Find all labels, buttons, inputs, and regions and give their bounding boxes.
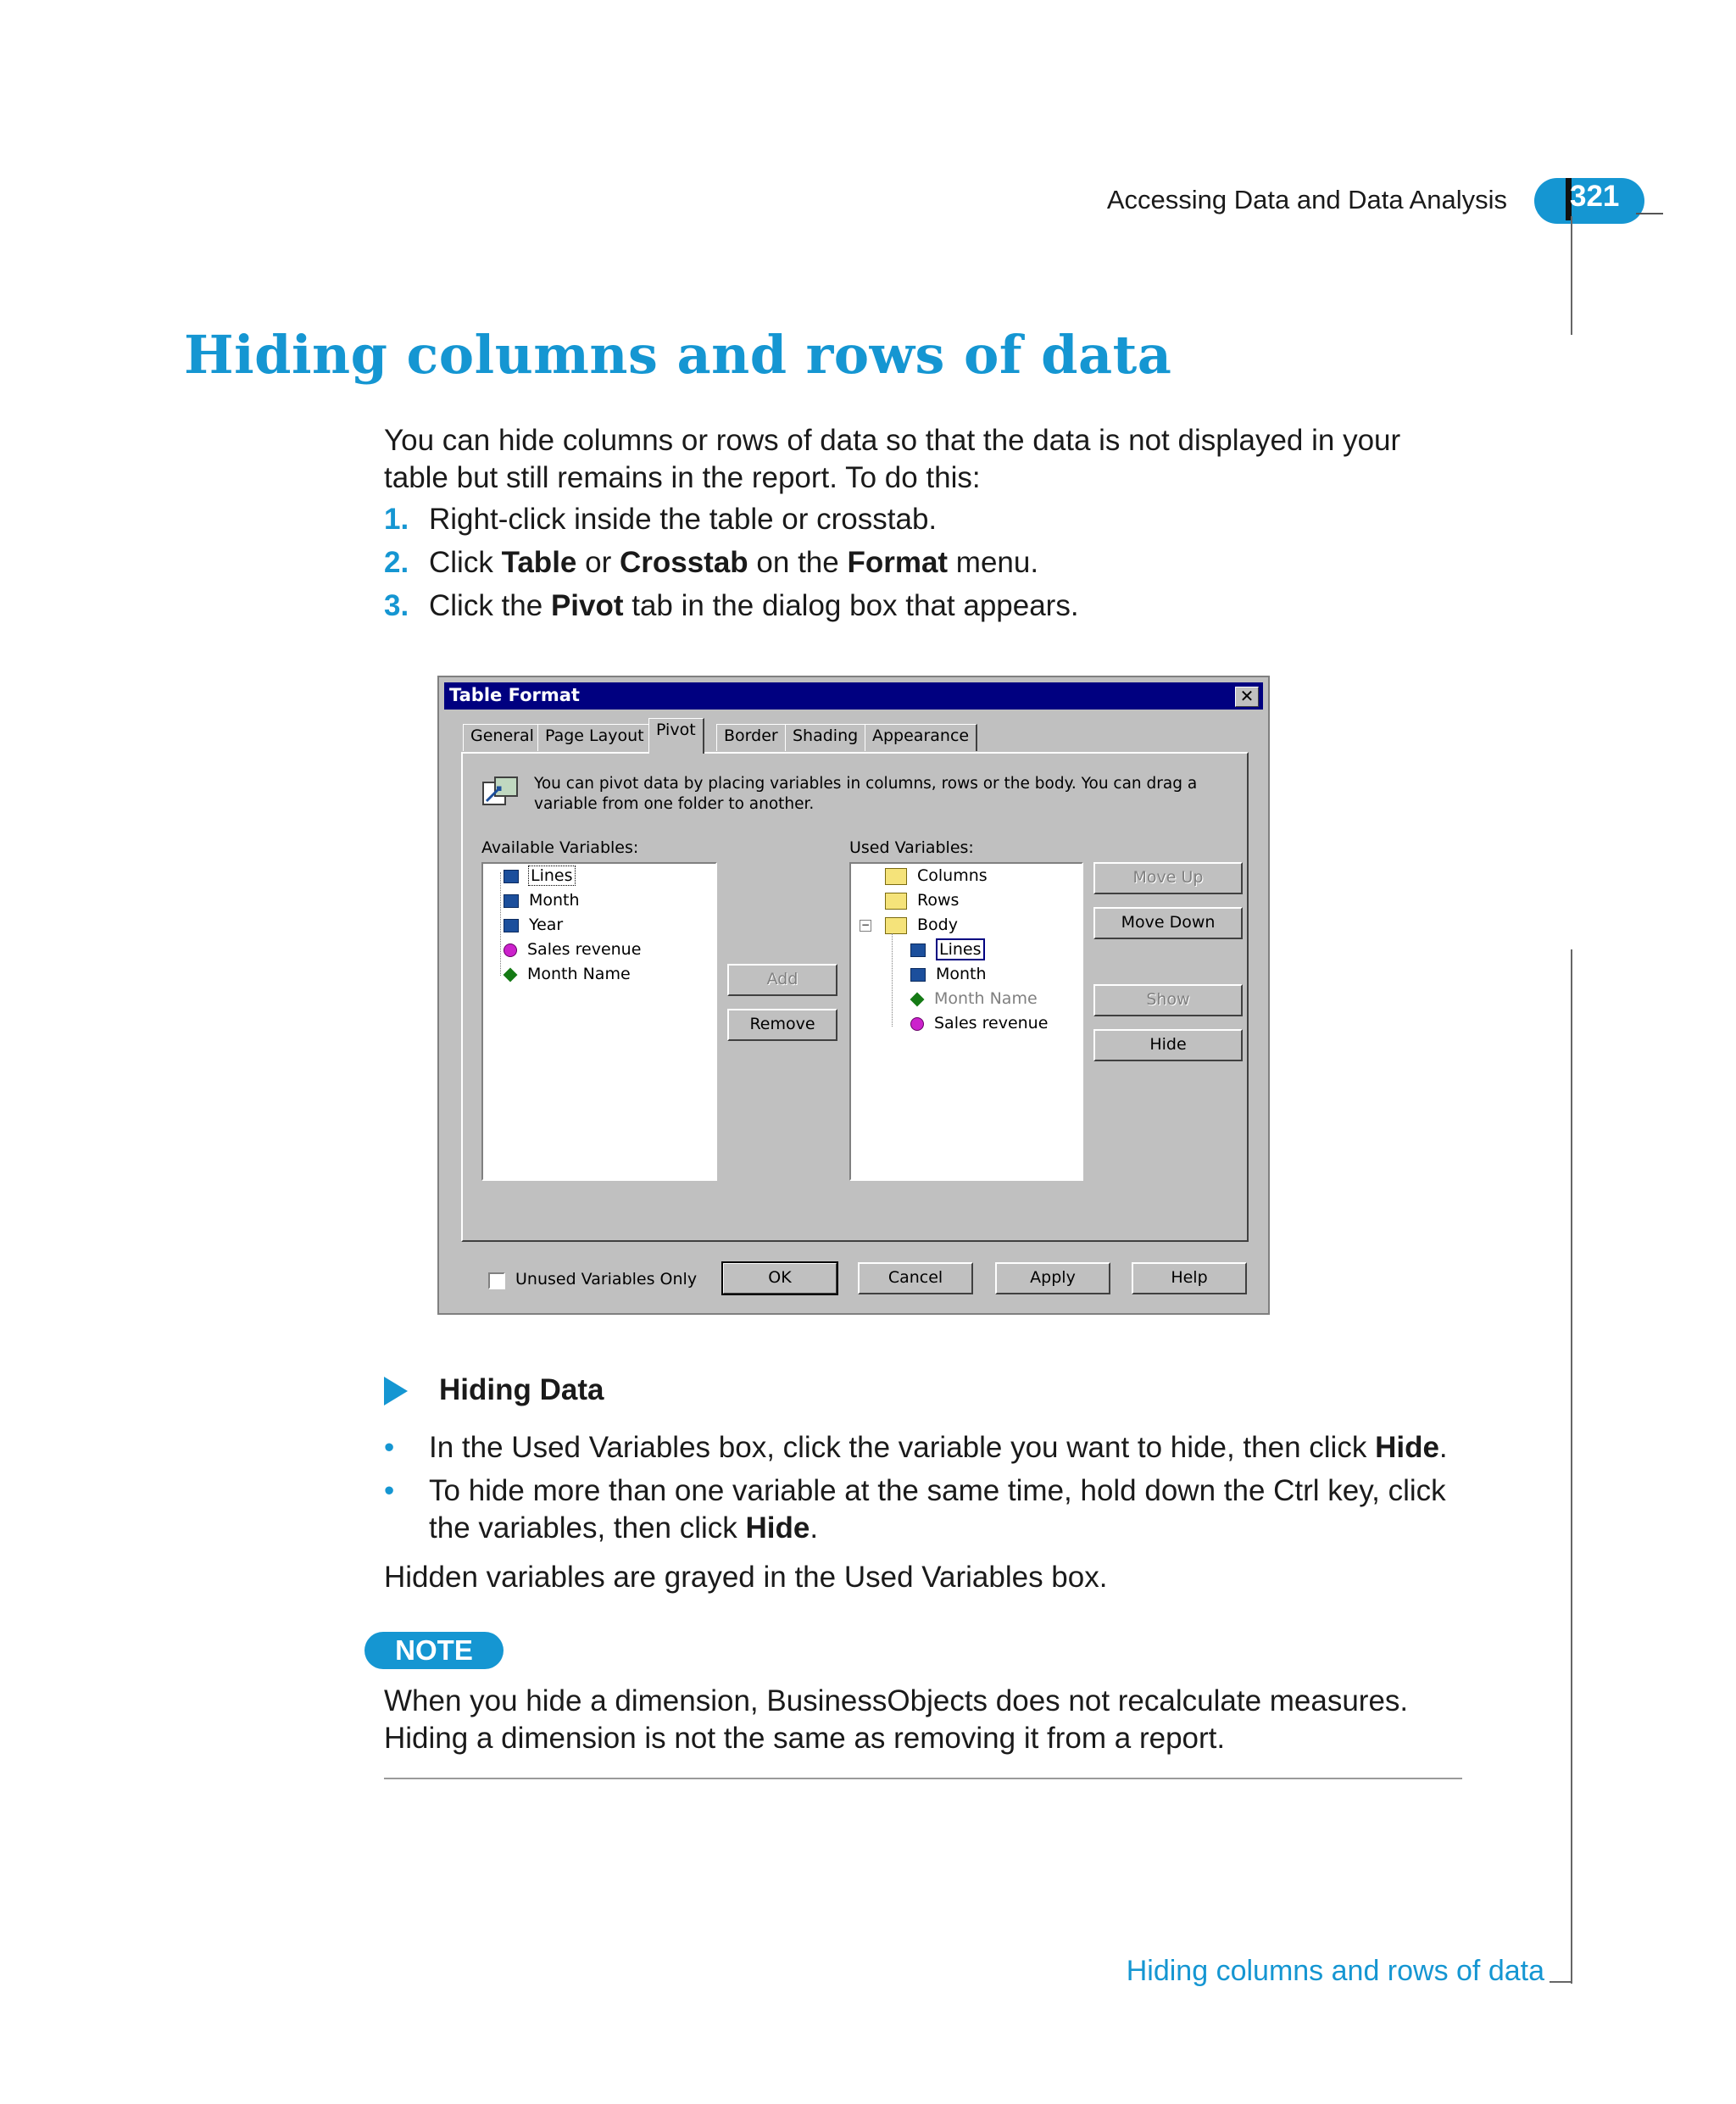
move-up-button[interactable]: Move Up xyxy=(1093,862,1243,894)
add-button[interactable]: Add xyxy=(727,964,837,996)
step-number: 3. xyxy=(384,589,409,622)
list-item[interactable] xyxy=(504,913,563,938)
tree-line xyxy=(892,933,894,1027)
used-variables-label: Used Variables: xyxy=(849,838,974,857)
available-variables-label: Available Variables: xyxy=(481,838,639,857)
section-title: Hiding columns and rows of data xyxy=(184,324,1172,386)
move-down-button[interactable]: Move Down xyxy=(1093,907,1243,939)
ui-term: Crosstab xyxy=(619,546,748,579)
step-text: menu. xyxy=(948,546,1039,579)
bullet-icon: • xyxy=(384,1474,395,1507)
bullet-icon: • xyxy=(384,1431,395,1464)
procedure-title: Hiding Data xyxy=(439,1373,604,1406)
folder-icon xyxy=(885,868,907,885)
step-text: or xyxy=(576,546,620,579)
tab-general[interactable]: General xyxy=(463,724,542,751)
running-footer: Hiding columns and rows of data xyxy=(1126,1955,1544,1987)
list-item-label: Year xyxy=(529,916,564,934)
step-text: on the xyxy=(748,546,848,579)
list-item-label: Month xyxy=(936,965,987,983)
used-variables-list[interactable] xyxy=(849,862,1083,1181)
folder-rows[interactable] xyxy=(885,888,959,913)
ui-term: Hide xyxy=(1375,1431,1439,1464)
folder-label: Rows xyxy=(917,891,960,910)
dimension-icon xyxy=(504,919,519,932)
open-folder-icon xyxy=(885,917,907,934)
available-variables-list[interactable] xyxy=(481,862,717,1181)
cancel-button[interactable]: Cancel xyxy=(858,1262,973,1294)
procedure-marker-icon xyxy=(384,1377,408,1405)
note-rule xyxy=(384,1778,1462,1779)
pivot-icon xyxy=(481,776,519,810)
dimension-icon xyxy=(910,943,926,957)
close-icon[interactable]: ✕ xyxy=(1235,687,1259,707)
ui-term: Hide xyxy=(745,1511,810,1545)
folder-columns[interactable] xyxy=(885,864,988,888)
dimension-icon xyxy=(504,894,519,908)
measure-icon xyxy=(910,1017,924,1031)
folder-body[interactable] xyxy=(885,913,958,938)
remove-button[interactable]: Remove xyxy=(727,1009,837,1041)
pivot-instructions: You can pivot data by placing variables in columns, rows or the body. You can drag a variable from one folder to another. xyxy=(534,775,1198,813)
detail-icon xyxy=(910,992,925,1006)
folder-label: Columns xyxy=(917,866,988,885)
page-number: 321 xyxy=(1570,180,1620,213)
bullet-item xyxy=(384,1429,1486,1467)
tree-line xyxy=(500,872,503,976)
dialog-titlebar[interactable] xyxy=(444,682,1263,710)
help-button[interactable]: Help xyxy=(1132,1262,1247,1294)
list-item-label: Lines xyxy=(531,866,573,885)
show-button[interactable]: Show xyxy=(1093,984,1243,1016)
step-text: tab in the dialog box that appears. xyxy=(623,589,1079,622)
detail-icon xyxy=(504,967,518,982)
tab-appearance[interactable]: Appearance xyxy=(865,724,977,751)
ui-term: Pivot xyxy=(550,589,624,622)
bullet-text: . xyxy=(810,1511,819,1545)
bullet-text: . xyxy=(1438,1431,1448,1464)
list-item[interactable] xyxy=(910,1011,1048,1036)
step-number: 2. xyxy=(384,546,409,579)
tab-page-layout[interactable]: Page Layout xyxy=(537,724,653,751)
step-text: Right-click inside the table or crosstab. xyxy=(429,503,938,536)
step-1 xyxy=(384,501,937,538)
list-item-hidden[interactable] xyxy=(910,987,1038,1011)
step-3 xyxy=(384,587,1079,625)
list-item-label: Month xyxy=(529,891,580,910)
header-rule xyxy=(1636,213,1663,214)
list-item[interactable] xyxy=(504,938,641,962)
dialog-title: Table Format xyxy=(449,685,580,705)
list-item[interactable] xyxy=(504,864,575,888)
list-item[interactable] xyxy=(504,888,580,913)
collapse-icon[interactable]: − xyxy=(860,919,871,931)
note-label: NOTE xyxy=(364,1632,504,1669)
step-number: 1. xyxy=(384,503,409,536)
bullet-text: To hide more than one variable at the same time, hold down the Ctrl key, click the variables, then click xyxy=(429,1474,1446,1545)
tab-pivot[interactable]: Pivot xyxy=(648,718,704,754)
note-text: When you hide a dimension, BusinessObjects does not recalculate measures. Hiding a dimension is not the same as removing it from a report. xyxy=(384,1684,1409,1755)
list-item[interactable] xyxy=(504,962,631,987)
unused-variables-label: Unused Variables Only xyxy=(515,1270,698,1289)
list-item-label: Lines xyxy=(936,938,985,960)
bullet-item xyxy=(384,1472,1477,1547)
list-item[interactable] xyxy=(910,962,987,987)
step-text: Click xyxy=(429,546,502,579)
tab-shading[interactable]: Shading xyxy=(785,724,866,751)
list-item[interactable] xyxy=(910,938,985,962)
list-item-label: Month Name xyxy=(527,965,631,983)
ok-button[interactable]: OK xyxy=(722,1262,837,1294)
list-item-label: Month Name xyxy=(934,989,1038,1008)
list-item-label: Sales revenue xyxy=(527,940,642,959)
table-format-dialog xyxy=(437,676,1270,1315)
dimension-icon xyxy=(910,968,926,982)
bullet-text: In the Used Variables box, click the variable you want to hide, then click xyxy=(429,1431,1376,1464)
apply-button[interactable]: Apply xyxy=(995,1262,1110,1294)
running-header: Accessing Data and Data Analysis xyxy=(1106,185,1507,214)
after-paragraph: Hidden variables are grayed in the Used Variables box. xyxy=(384,1561,1108,1594)
footer-rule xyxy=(1550,1981,1572,1983)
ui-term: Table xyxy=(501,546,577,579)
tab-border[interactable]: Border xyxy=(716,724,787,751)
dimension-icon xyxy=(504,870,519,883)
margin-rule-bottom xyxy=(1571,949,1572,1984)
measure-icon xyxy=(504,943,517,957)
folder-label: Body xyxy=(917,916,958,934)
list-item-label: Sales revenue xyxy=(934,1014,1049,1033)
hide-button[interactable]: Hide xyxy=(1093,1029,1243,1061)
folder-icon xyxy=(885,893,907,910)
ui-term: Format xyxy=(847,546,949,579)
step-2 xyxy=(384,544,1038,582)
unused-variables-checkbox[interactable] xyxy=(488,1272,505,1289)
step-text: Click the xyxy=(429,589,551,622)
margin-rule-top xyxy=(1571,216,1572,335)
intro-paragraph: You can hide columns or rows of data so that the data is not displayed in your table but still remains in the report. To do this: xyxy=(384,424,1401,494)
